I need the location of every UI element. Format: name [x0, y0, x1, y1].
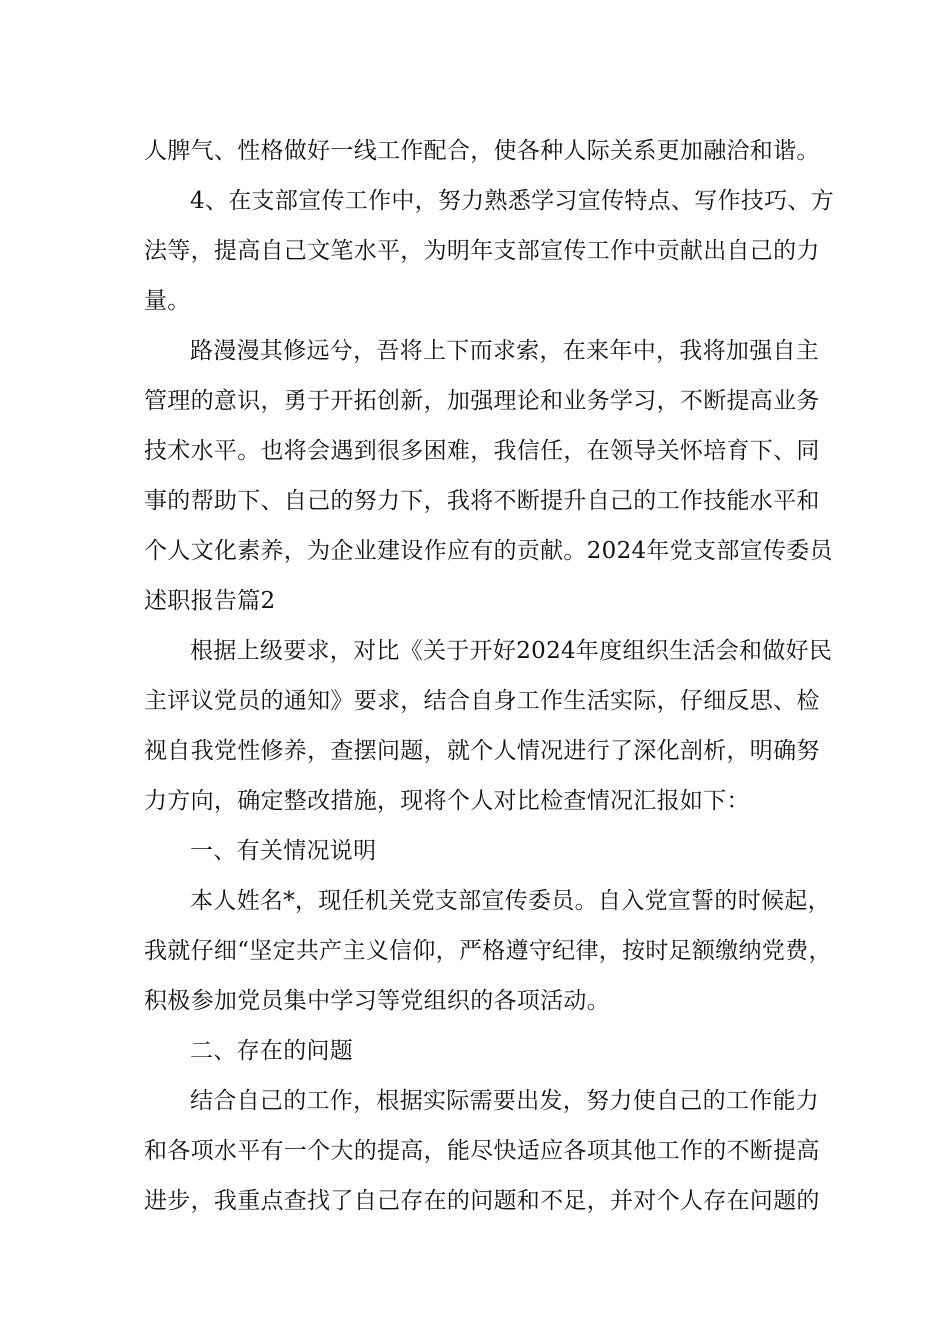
text-line: 根据上级要求，对比《关于开好2024年度组织生活会和做好民 [190, 638, 833, 664]
text-line: 个人文化素养，为企业建设作应有的贡献。2024年党支部宣传委员 [144, 538, 833, 564]
text-line: 法等，提高自己文笔水平，为明年支部宣传工作中贡献出自己的力 [144, 238, 820, 264]
text-line: 力方向，确定整改措施，现将个人对比检查情况汇报如下： [144, 788, 750, 814]
text-line: 管理的意识，勇于开拓创新，加强理论和业务学习，不断提高业务 [144, 388, 820, 414]
text-line: 视自我党性修养，查摆问题，就个人情况进行了深化剖析，明确努 [144, 738, 820, 764]
text-line: 事的帮助下、自己的努力下，我将不断提升自己的工作技能水平和 [144, 488, 820, 514]
text-line: 路漫漫其修远兮，吾将上下而求索，在来年中，我将加强自主 [190, 338, 820, 364]
section-heading: 一、有关情况说明 [190, 838, 377, 864]
text-line: 进步，我重点查找了自己存在的问题和不足，并对个人存在问题的 [144, 1188, 820, 1214]
section-heading: 二、存在的问题 [190, 1038, 354, 1064]
text-line: 主评议党员的通知》要求，结合自身工作生活实际，仔细反思、检 [144, 688, 820, 714]
text-line: 4、在支部宣传工作中，努力熟悉学习宣传特点、写作技巧、方 [190, 188, 835, 214]
text-line: 和各项水平有一个大的提高，能尽快适应各项其他工作的不断提高 [144, 1138, 820, 1164]
text-line: 我就仔细“坚定共产主义信仰，严格遵守纪律，按时足额缴纳党费， [144, 938, 832, 964]
text-line: 结合自己的工作，根据实际需要出发，努力使自己的工作能力 [190, 1088, 820, 1114]
text-line: 本人姓名*，现任机关党支部宣传委员。自入党宣誓的时候起， [190, 888, 831, 914]
text-line: 量。 [144, 288, 191, 314]
text-line: 积极参加党员集中学习等党组织的各项活动。 [144, 988, 610, 1014]
text-line: 技术水平。也将会遇到很多困难，我信任，在领导关怀培育下、同 [144, 438, 820, 464]
text-line: 人脾气、性格做好一线工作配合，使各种人际关系更加融洽和谐。 [144, 138, 820, 164]
text-line: 述职报告篇2 [144, 588, 276, 614]
